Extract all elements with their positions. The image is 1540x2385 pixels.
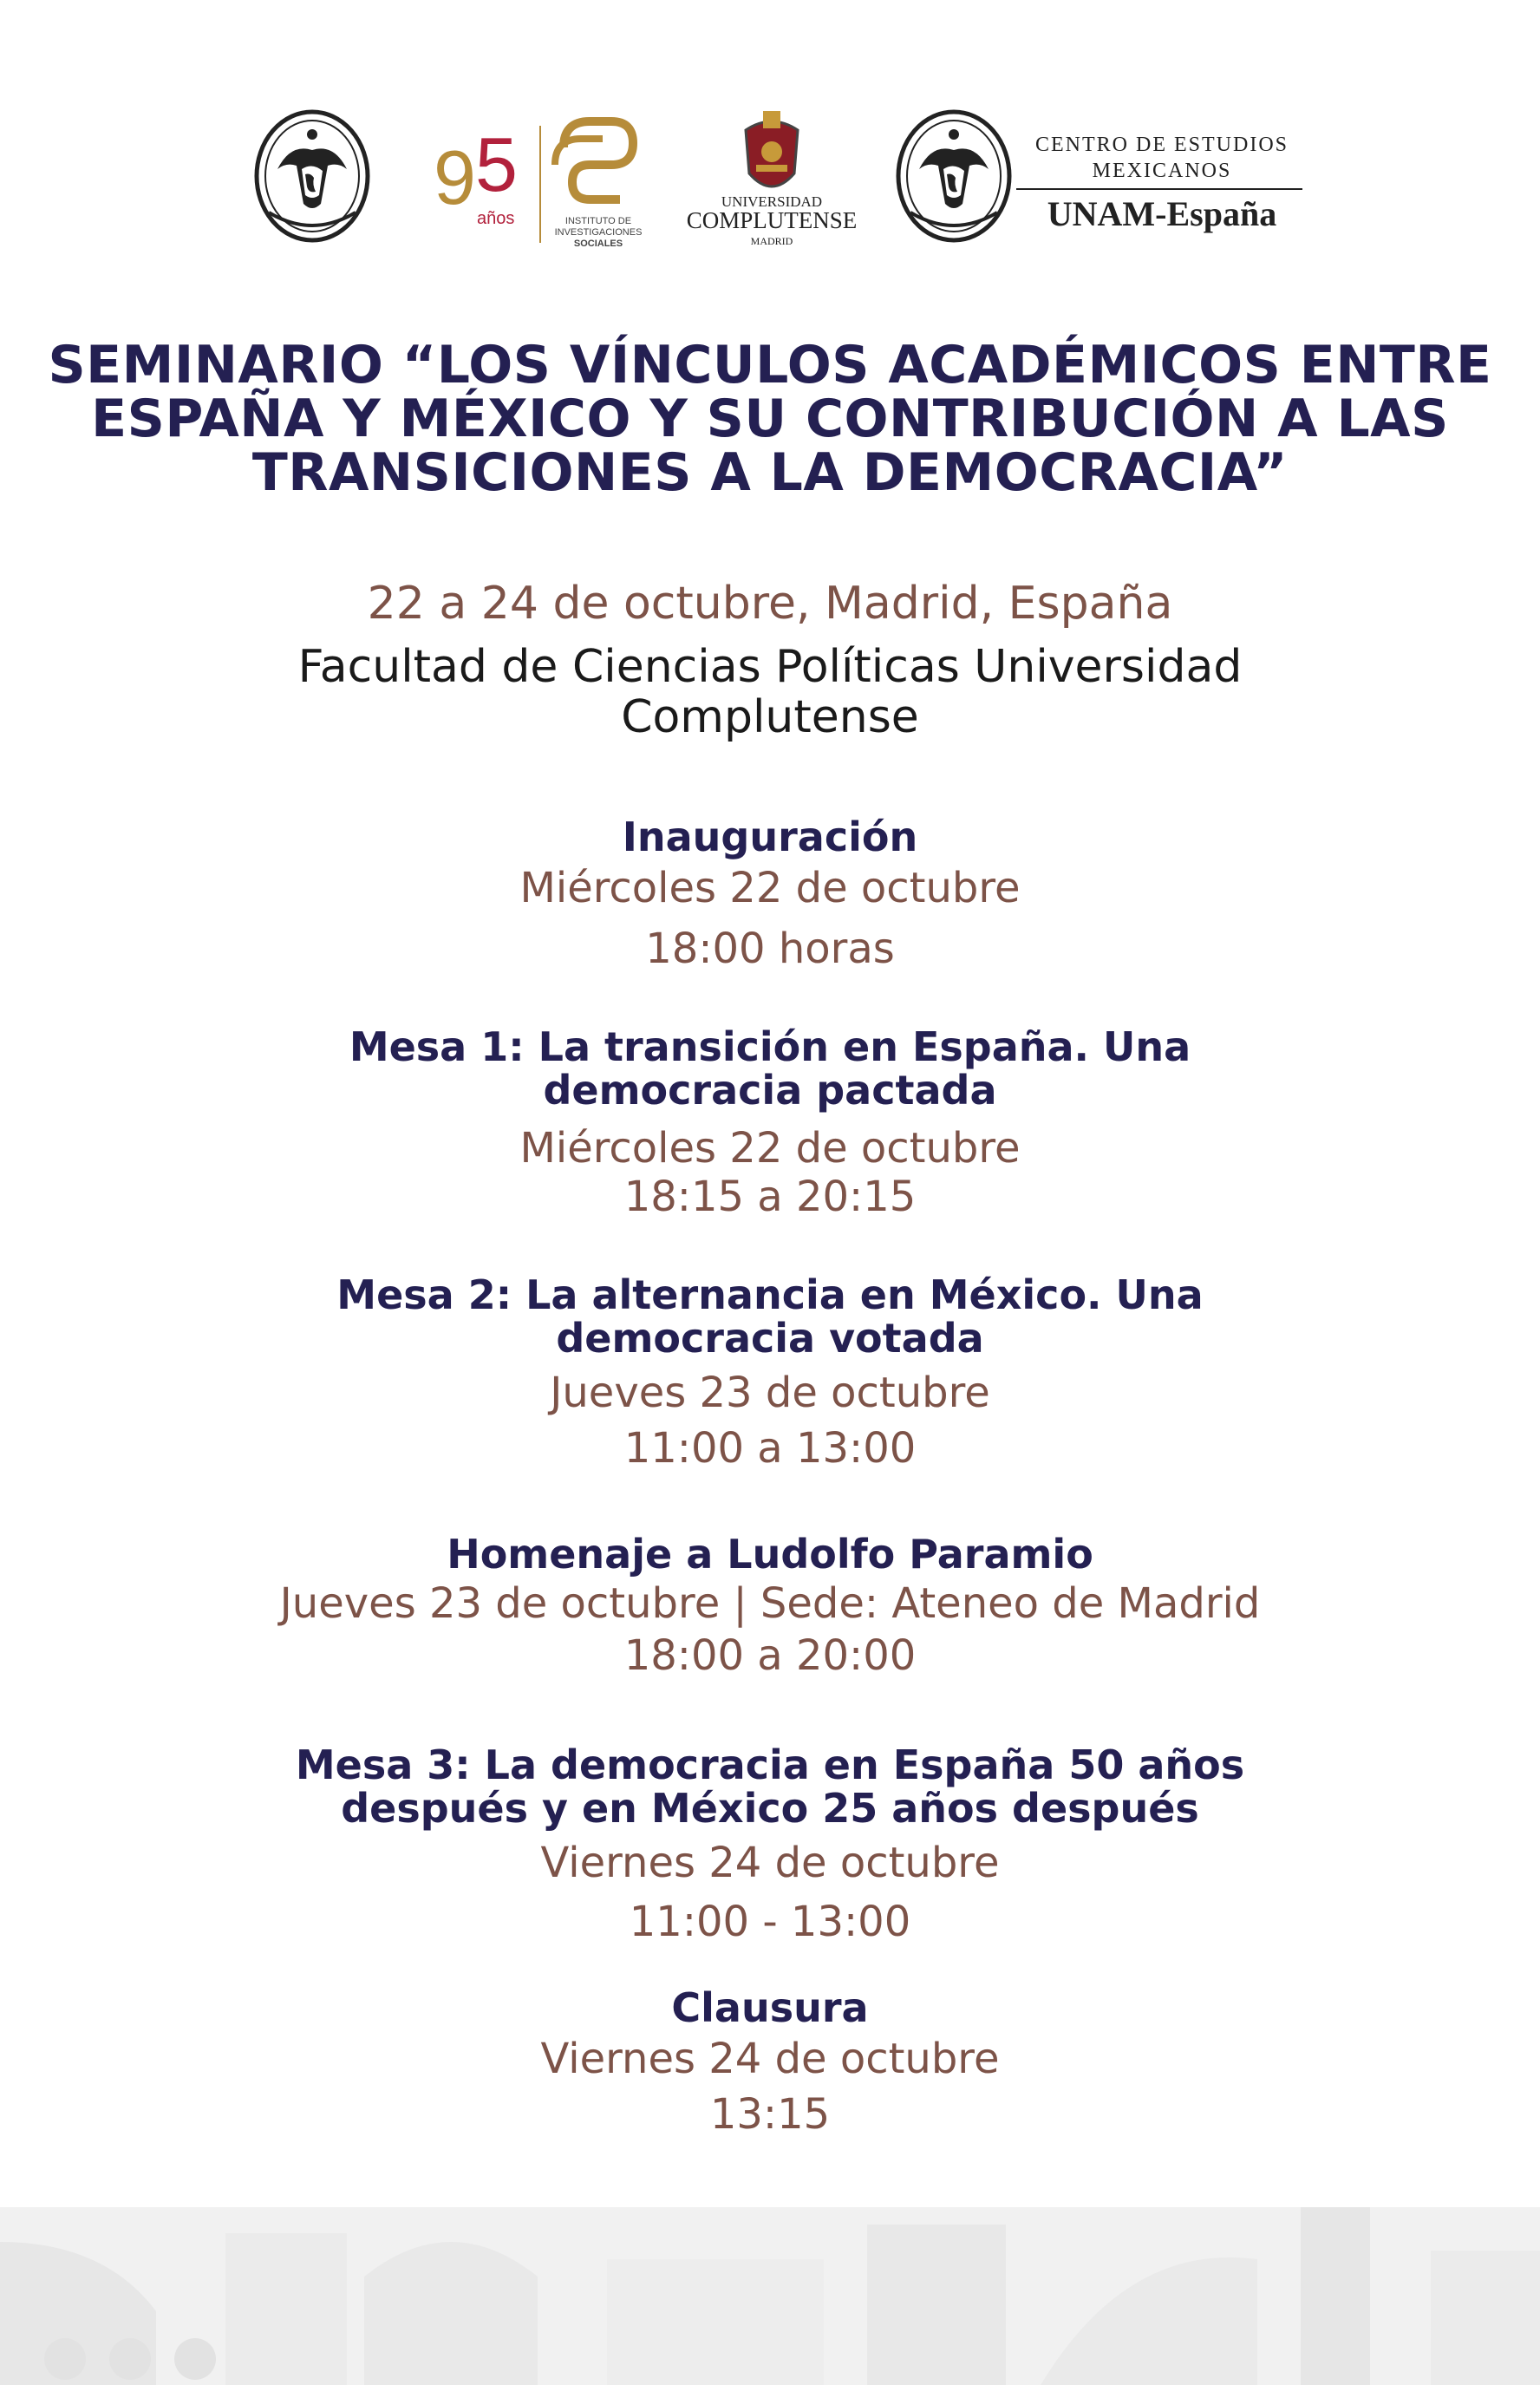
iis-emblem-icon [434, 113, 642, 252]
unam-seal-logo [251, 108, 373, 247]
svg-text:9: 9 [434, 134, 476, 220]
session-time: 18:15 a 20:15 [623, 1173, 917, 1221]
svg-text:UNAM-España: UNAM-España [1047, 194, 1277, 233]
session-title-line: Mesa 3: La democracia en España 50 años [295, 1741, 1245, 1788]
svg-text:INVESTIGACIONES: INVESTIGACIONES [554, 227, 642, 238]
session-time: 13:15 [709, 2090, 831, 2139]
svg-text:MEXICANOS: MEXICANOS [1092, 160, 1232, 182]
session-title-line: democracia votada [556, 1315, 984, 1362]
session-time: 18:00 horas [645, 925, 895, 973]
session-title [0, 1743, 1540, 1830]
session-title-line: democracia pactada [543, 1067, 997, 1114]
session-title [0, 1025, 1540, 1112]
event-date-location: 22 a 24 de octubre, Madrid, España [367, 578, 1173, 630]
ucm-crest-icon [685, 104, 858, 252]
svg-text:SOCIALES: SOCIALES [573, 238, 623, 249]
seminar-title [17, 335, 1523, 503]
session-time: 18:00 a 20:00 [623, 1631, 917, 1680]
session-day: Miércoles 22 de octubre [519, 1124, 1021, 1173]
venue-line-1: Facultad de Ciencias Políticas Universidad [297, 641, 1243, 693]
session-title [0, 815, 1540, 859]
session-title-line: Mesa 2: La alternancia en México. Una [336, 1271, 1204, 1318]
session-title [0, 1986, 1540, 2029]
session-title-line: después y en México 25 años después [341, 1785, 1199, 1832]
session-mesa-3 [0, 1743, 1540, 1946]
iis-95-logo [434, 113, 642, 252]
svg-text:UNIVERSIDAD: UNIVERSIDAD [721, 193, 823, 210]
seminar-title-line-2: ESPAÑA Y MÉXICO Y SU CONTRIBUCIÓN A LAS [91, 389, 1449, 449]
svg-text:CENTRO DE ESTUDIOS: CENTRO DE ESTUDIOS [1035, 134, 1289, 156]
seminar-title-line-3: TRANSICIONES A LA DEMOCRACIA” [251, 442, 1289, 503]
decorative-bottom-band [0, 2207, 1540, 2385]
svg-text:5: 5 [475, 121, 518, 207]
session-inauguracion [0, 815, 1540, 973]
session-day: Jueves 23 de octubre [550, 1369, 990, 1417]
geometric-pattern-icon [0, 2207, 1540, 2385]
session-mesa-2 [0, 1273, 1540, 1473]
cem-unam-espana-logo [1015, 130, 1309, 234]
eagle-seal-icon [251, 108, 373, 247]
session-day: Jueves 23 de octubre | Sede: Ateneo de Madrid [279, 1579, 1261, 1628]
session-day: Viernes 24 de octubre [540, 2035, 1000, 2083]
svg-text:años: años [477, 209, 515, 228]
session-title [0, 1273, 1540, 1360]
ucm-logo [685, 104, 858, 252]
session-title-line: Mesa 1: La transición en España. Una [349, 1023, 1191, 1070]
unam-seal-logo-2 [893, 108, 1015, 247]
event-venue [173, 642, 1367, 742]
session-title-line: Clausura [671, 1984, 869, 2031]
session-clausura [0, 1986, 1540, 2139]
svg-text:INSTITUTO DE: INSTITUTO DE [564, 216, 632, 226]
session-title-line: Inauguración [622, 814, 918, 860]
seminar-title-line-1: SEMINARIO “LOS VÍNCULOS ACADÉMICOS ENTRE [48, 335, 1492, 395]
session-time: 11:00 - 13:00 [629, 1898, 911, 1946]
logo-row [0, 104, 1540, 252]
session-mesa-1 [0, 1025, 1540, 1221]
session-day: Miércoles 22 de octubre [519, 864, 1021, 912]
svg-text:MADRID: MADRID [750, 235, 793, 247]
svg-text:COMPLUTENSE: COMPLUTENSE [686, 207, 858, 233]
session-homenaje [0, 1532, 1540, 1680]
venue-line-2: Complutense [621, 691, 919, 743]
eagle-seal-icon [893, 108, 1015, 247]
session-title [0, 1532, 1540, 1576]
session-day: Viernes 24 de octubre [540, 1839, 1000, 1887]
cem-wordmark [1015, 130, 1309, 234]
session-time: 11:00 a 13:00 [623, 1424, 917, 1473]
session-title-line: Homenaje a Ludolfo Paramio [447, 1531, 1093, 1578]
